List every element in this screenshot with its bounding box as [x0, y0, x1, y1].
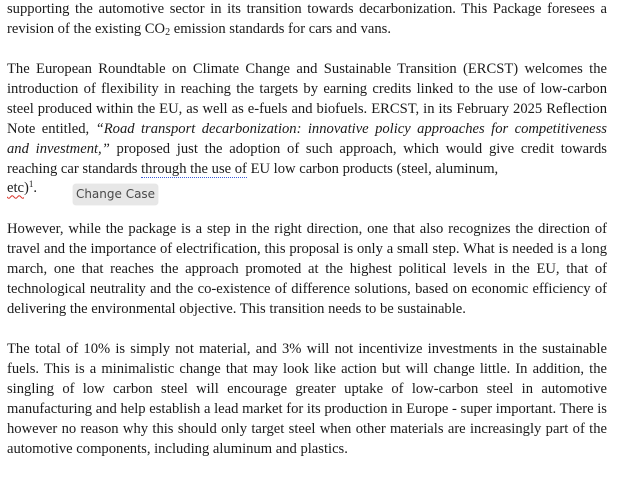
spelling-flag-word[interactable]: etc	[7, 180, 25, 197]
p2-text-b: proposed just the adoption of such approach, which would give credit towards reaching car standards	[7, 140, 607, 177]
paragraph-4[interactable]	[7, 340, 607, 459]
p2-text-e: .	[33, 180, 38, 197]
reflection-note-title: “Road transport decarbonization: innovative policy approaches for competitiveness and investment,”	[7, 120, 607, 157]
p2-text-c: EU low carbon products (steel, aluminum,	[246, 160, 499, 177]
p1-text-b: emission standards for cars and vans.	[170, 20, 391, 37]
p4-text: The total of 10% is simply not material, and 3% will not incentivize investments in the sustainable fuels. This is a minimalistic change that may look like action but will change little. In addition, the singling of low carbon steel will encourage greater uptake of low-carbon steel in automotive manufacturing and help establish a lead market for its production in Europe - super important. There is however no reason why this should only target steel when other materials are increasingly part of the automotive components, including aluminum and plastics.	[7, 341, 607, 457]
change-case-tooltip[interactable]: Change Case	[73, 184, 158, 205]
p2-text-d: )	[24, 180, 29, 197]
p3-text: However, while the package is a step in the right direction, one that also recognizes the direction of travel and the importance of electrification, this proposal is only a small step. What is needed is a long march, one that reaches the approach promoted at the highest political levels in the EU, that of technological neutrality and the co-existence of difference solutions, based on economic efficiency of delivering the environmental objective. This transition needs to be sustainable.	[7, 221, 607, 317]
paragraph-3[interactable]	[7, 220, 607, 320]
co2-subscript: 2	[165, 26, 171, 38]
grammar-suggestion-phrase[interactable]: through the use of	[141, 160, 247, 177]
paragraph-2[interactable]	[7, 60, 607, 199]
p2-text-a: The European Roundtable on Climate Change and Sustainable Transition (ERCST) welcomes the introduction of flexibility in reaching the targets by earning credits linked to the use of low-carbon steel produced within the EU, as well as e-fuels and biofuels. ERCST, in its February 2025 Reflection Note entitled,	[7, 61, 607, 137]
paragraph-1[interactable]	[7, 0, 607, 40]
footnote-reference[interactable]: 1	[28, 179, 34, 190]
p1-text-a: supporting the automotive sector in its transition towards decarbonization. This Package foresees a revision of the existing CO	[7, 1, 607, 37]
